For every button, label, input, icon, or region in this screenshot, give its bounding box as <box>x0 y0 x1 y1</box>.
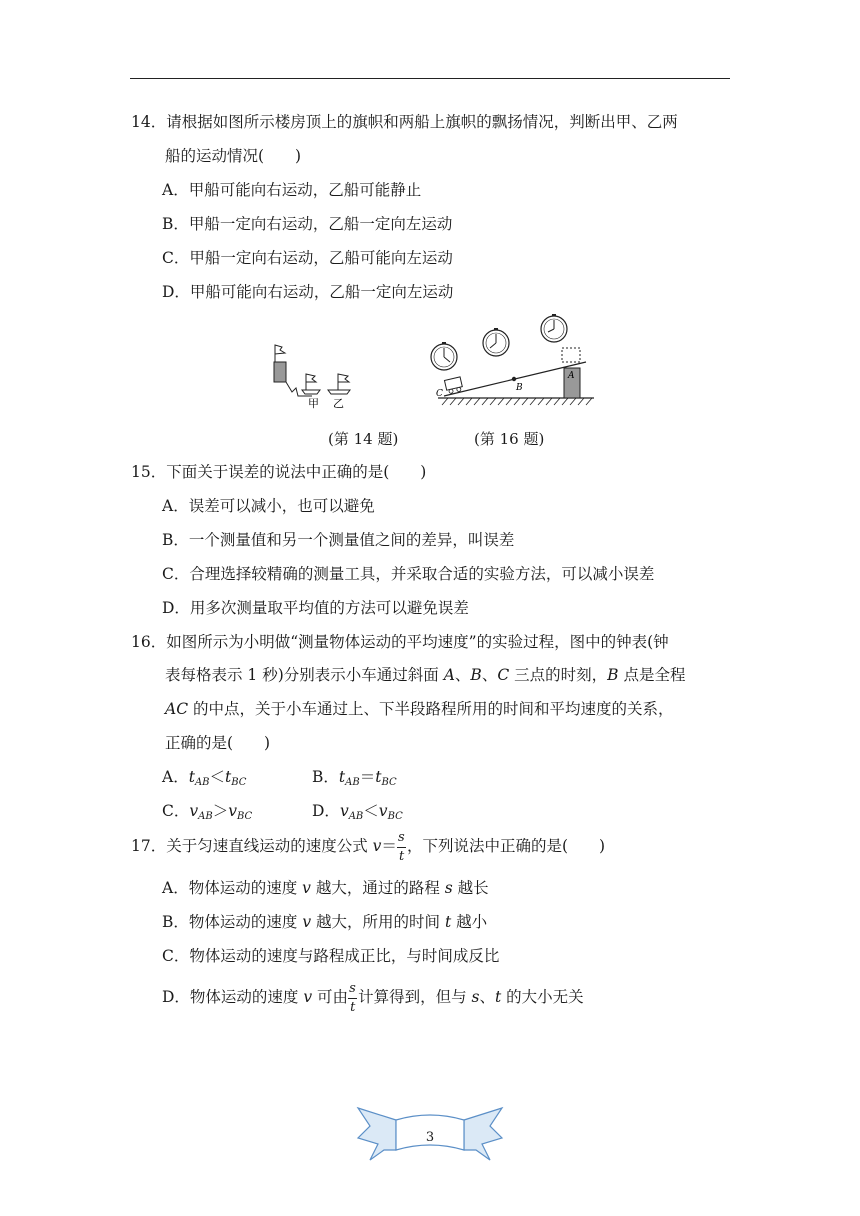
q17-option-c: C．物体运动的速度与路程成正比，与时间成反比 <box>162 947 500 965</box>
boat-yi-flag <box>338 374 349 382</box>
q17-option-b: B．物体运动的速度 v 越大，所用的时间 t 越小 <box>162 913 488 931</box>
q16-stem-line2: 表每格表示 1 秒)分别表示小车通过斜面 A、B、C 三点的时刻，B 点是全程 <box>165 666 686 684</box>
q14-stem-line2: 船的运动情况( ) <box>165 147 302 165</box>
building <box>274 362 286 382</box>
formula-fraction-inline: $\frac{s}{t}$ <box>349 981 356 1015</box>
boat-jia <box>302 390 320 394</box>
q15-stem: 15．下面关于误差的说法中正确的是( ) <box>131 463 427 481</box>
figure-14-flags <box>262 340 362 416</box>
q16-option-d: D．$v_{AB}<v_{BC}$ <box>312 802 403 822</box>
q14-option-a: A．甲船可能向右运动，乙船可能静止 <box>162 181 422 199</box>
clock-c-icon <box>431 342 457 370</box>
caption-fig14: (第 14 题) <box>328 430 399 448</box>
q14-stem-line1: 14．请根据如图所示楼房顶上的旗帜和两船上旗帜的飘扬情况，判断出甲、乙两 <box>131 113 678 131</box>
cart-start-dashed <box>562 348 580 362</box>
boat-jia-flag <box>306 374 316 382</box>
q16-stem-line3: AC 的中点，关于小车通过上、下半段路程所用的时间和平均速度的关系， <box>165 700 674 718</box>
label-c: C <box>436 389 443 399</box>
q15-option-b: B．一个测量值和另一个测量值之间的差异，叫误差 <box>162 531 515 549</box>
q17-option-a: A．物体运动的速度 v 越大，通过的路程 s 越长 <box>162 879 489 897</box>
ground-hatch <box>442 398 592 405</box>
caption-fig16: (第 16 题) <box>474 430 545 448</box>
building-flag <box>275 345 285 354</box>
label-jia: 甲 <box>308 397 319 410</box>
boat-yi <box>328 390 350 394</box>
clock-b-icon <box>483 328 509 356</box>
q17-stem: 17．关于匀速直线运动的速度公式 v＝ $\frac{s}{t}$ ，下列说法中正确的是( ) <box>131 830 606 864</box>
label-a: A <box>568 371 575 381</box>
q14-option-c: C．甲船一定向右运动，乙船可能向左运动 <box>162 249 453 267</box>
q16-option-a: A．$t_{AB}<t_{BC}$ <box>162 768 247 788</box>
label-yi: 乙 <box>333 397 344 410</box>
figure-16-incline <box>426 310 596 410</box>
page-number: 3 <box>425 1130 435 1145</box>
q14-option-b: B．甲船一定向右运动，乙船一定向左运动 <box>162 215 453 233</box>
q15-option-c: C．合理选择较精确的测量工具，并采取合适的实验方法，可以减小误差 <box>162 565 655 583</box>
q17-option-d: D．物体运动的速度 v 可由 $\frac{s}{t}$ 计算得到，但与 s、t 的大小无关 <box>162 981 584 1015</box>
q16-option-c: C．$v_{AB}>v_{BC}$ <box>162 802 253 822</box>
q16-stem-line1: 16．如图所示为小明做“测量物体运动的平均速度”的实验过程，图中的钟表(钟 <box>131 633 669 651</box>
clock-a-icon <box>541 314 567 342</box>
q16-option-b: B．$t_{AB}=t_{BC}$ <box>312 768 397 788</box>
point-b-dot <box>512 377 516 381</box>
q15-option-d: D．用多次测量取平均值的方法可以避免误差 <box>162 599 469 617</box>
label-b: B <box>516 383 523 393</box>
formula-fraction: $\frac{s}{t}$ <box>397 830 405 864</box>
q14-option-d: D．甲船可能向右运动，乙船一定向左运动 <box>162 283 454 301</box>
q15-option-a: A．误差可以减小，也可以避免 <box>162 497 375 515</box>
q16-stem-line4: 正确的是( ) <box>165 734 271 752</box>
header-rule <box>130 78 730 79</box>
